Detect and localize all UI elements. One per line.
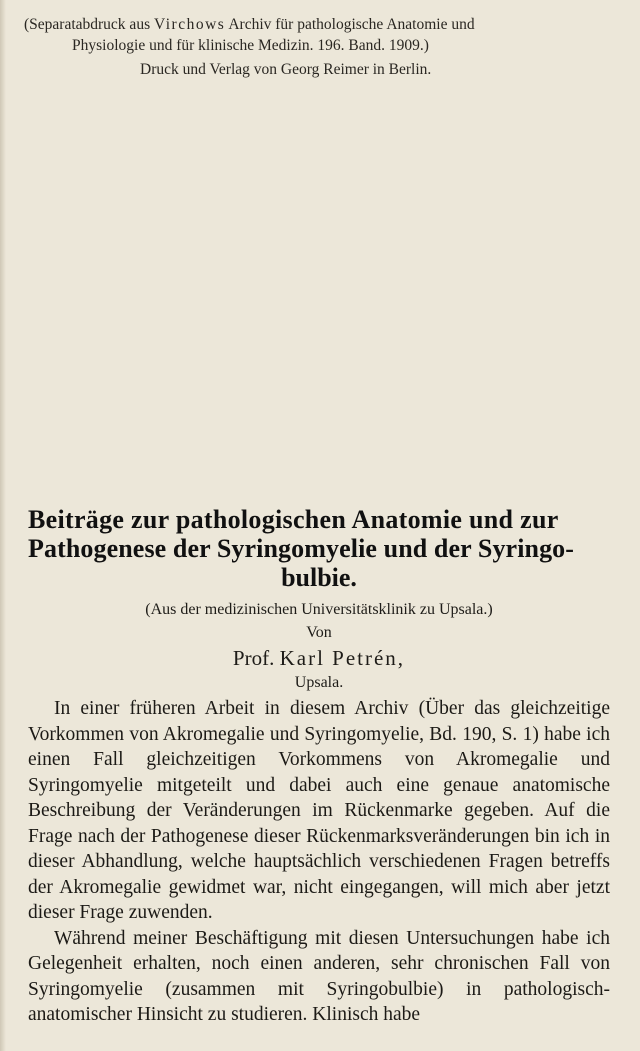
article — [28, 505, 610, 1028]
title-line-2: Pathogenese der Syringomyelie und der Syringo- — [28, 534, 575, 563]
author-place: Upsala. — [294, 674, 344, 691]
header-line-2: Physiologie und für klinische Medizin. 196. Band. 1909.) — [72, 37, 429, 54]
page-edge — [0, 0, 6, 1051]
affiliation: (Aus der medizinischen Universitätsklinik zu Upsala.) — [145, 601, 493, 618]
publisher-line: Druck und Verlag von Georg Reimer in Berlin. — [140, 61, 432, 78]
title-line-3: bulbie. — [281, 563, 357, 592]
author — [28, 644, 610, 672]
byline-von: Von — [306, 624, 332, 641]
offprint-header — [24, 14, 624, 80]
article-title — [28, 505, 610, 592]
paragraph: Während meiner Beschäftigung mit diesen Untersuchungen habe ich Gelegenheit erhalten, noch einen anderen, sehr chronischen Fall von Syringomyelie (zusammen mit Syringobulbie) in pathologisch-anatomischer Hinsicht zu studieren. Klinisch habe — [28, 927, 610, 1025]
author-title: Prof. — [232, 646, 280, 670]
paragraph: In einer früheren Arbeit in diesem Archiv (Über das gleichzeitige Vorkommen von Akromegalie und Syringomyelie, Bd. 190, S. 1) habe ich einen Fall gleichzeitigen Vorkommens von Akromegalie und Syringomyelie mitgeteilt und dabei auch eine genaue anatomische Beschreibung der Veränderungen im Rückenmarke gegeben. Auf die Frage nach der Pathogenese dieser Rückenmarksveränderungen bin ich in dieser Abhandlung, welche hauptsächlich verschiedenen Fragen betreffs der Akromegalie gewidmet war, nicht eingegangen, will mich aber jetzt dieser Frage zuwenden. — [28, 698, 610, 923]
body-text — [28, 696, 610, 1028]
title-line-1: Beiträge zur pathologischen Anatomie und zur — [28, 505, 559, 534]
header-line-1 — [24, 14, 624, 35]
author-name: Karl Petrén, — [279, 646, 406, 670]
header-journal-name: Virchows — [153, 16, 226, 33]
header-text: Archiv für pathologische Anatomie und — [225, 16, 475, 33]
header-text: (Separatabdruck aus — [24, 16, 154, 33]
